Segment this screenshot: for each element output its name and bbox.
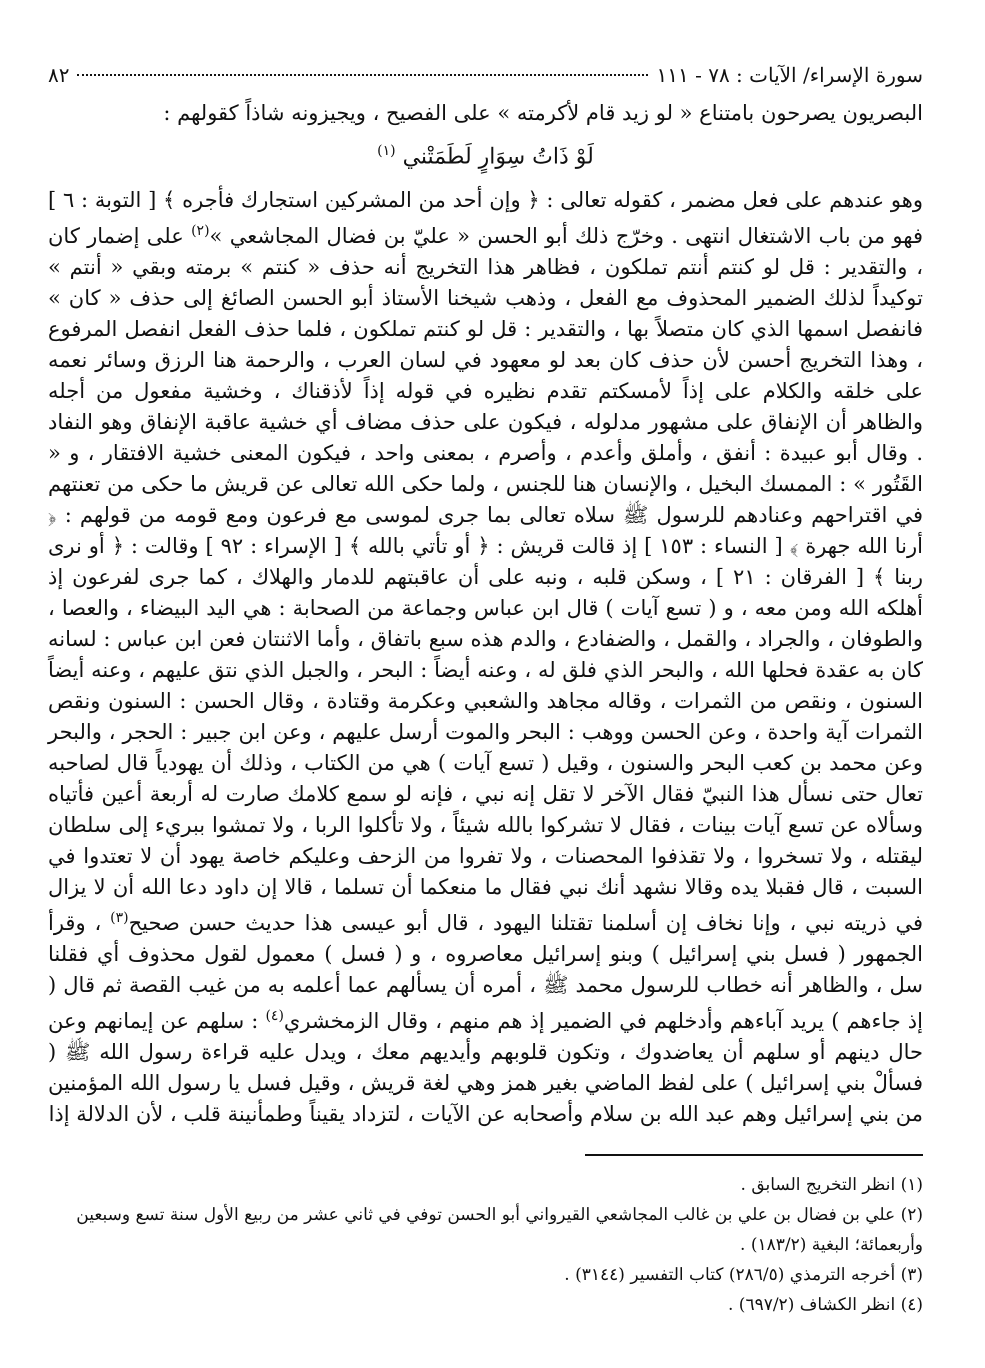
footnote-2: (٢) علي بن فضال بن علي بن غالب المجاشعي القيرواني أبو الحسن توفي في ثاني عشر من ربيع الأول سنة تسع وسبعين وأربعمائة؛ البغية (١٨٣/٢) . xyxy=(76,1205,923,1256)
poetry-verse xyxy=(48,131,923,177)
body-text-b: على إضمار كان ، والتقدير : قل لو كنتم أنتم تملكون ، فظاهر هذا التخريج أنه حذف « كنتم » برمته وبقي « أنتم » توكيداً لذلك الضمير المحذوف مع الفعل ، وذهب شيخنا الأستاذ أبو الحسن الصائغ إلى حذف « كان » فانفصل اسمها الذي كان متصلاً بها ، والتقدير : قل لو كنتم تملكون ، فلما حذف الفعل انفصل المرفوع ، وهذا التخريج أحسن لأن حذف كان بعد لو معهود في لسان العرب ، والرحمة هنا الرزق وسائر نعمه على خلقه والكلام على إذاً لأمسكتم تقدم نظيره في قوله إذاً لأذقناك ، وخشية مفعول من أجله والظاهر أن الإنفاق على مشهور مدلوله ، فيكون على حذف مضاف أي خشية عاقبة الإنفاق وهو النفاد . وقال أبو عبيدة : أنفق ، وأملق وأعدم ، وأصرم ، بمعنى واحد ، فيكون المعنى خشية الافتقار ، و « القَتُور » : الممسك البخيل ، والإنسان هنا للجنس ، ولما حكى الله تعالى عن قريش ما حكى من تعنتهم في اقتراحهم وعنادهم للرسول ﷺ سلاه تعالى بما جرى لموسى مع فرعون ومع قومه من قولهم : ﴿ أرنا الله جهرة ﴾ [ النساء : ١٥٣ ] إذ قالت قريش : ﴿ أو تأتي بالله ﴾ [ الإسراء : ٩٢ ] وقالت : ﴿ أو نرى ربنا ﴾ [ الفرقان : ٢١ ] ، وسكن قلبه ، ونبه على أن عاقبتهم للدمار والهلاك ، كما جرى لفرعون إذ أهلكه الله ومن معه ، و ( تسع آيات ) قال ابن عباس وجماعة من الصحابة : هي اليد البيضاء ، والعصا ، والطوفان ، والجراد ، والقمل ، والضفادع ، والدم هذه سبع باتفاق ، وأما الاثنتان فعن ابن عباس : لسانه كان به عقدة فحلها الله ، والبحر الذي فلق له ، وعنه أيضاً : البحر ، والجبل الذي نتق عليهم ، وعنه أيضاً السنون ، ونقص من الثمرات ، وقاله مجاهد والشعبي وعكرمة وقتادة ، وقال الحسن : السنون ونقص الثمرات آية واحدة ، وعن الحسن ووهب : البحر والموت أرسل عليهم ، وعن ابن جبير : الحجر ، والبحر وعن محمد بن كعب البحر والسنون ، وقيل ( تسع آيات ) هي من الكتاب ، وذلك أن يهودياً قال لصاحبه تعال حتى نسأل هذا النبيّ فقال الآخر لا تقل إنه نبي ، فإنه لو سمع كلامك صارت له أربعة أعين فأتياه وسألاه عن تسع آيات بينات ، فقال لا تشركوا بالله شيئاً ، ولا تأكلوا الربا ، ولا تمشوا ببريء إلى سلطان ليقتله ، ولا تسخروا ، ولا تقذفوا المحصنات ، ولا تفروا من الزحف وعليكم خاصة يهود أن لا تعتدوا في السبت ، قال فقبلا يده وقالا نشهد أنك نبي فقال ما منعكما أن تسلما ، قالا إن داود دعا الله أن لا يزال في ذريته نبي ، وإنا نخاف إن أسلمنا تقتلنا اليهود ، قال أبو عيسى هذا حديث حسن صحيح xyxy=(48,224,923,936)
page-number: ٨٢ xyxy=(48,63,70,87)
body-text-c: ، وقرأ الجمهور ( فسل بني إسرائيل ) وبنو إسرائيل معاصروه ، و ( فسل ) معمول لقول محذوف أي فقلنا سل ، والظاهر أنه خطاب للرسول محمد ﷺ ، أمره أن يسألهم عما أعلمه به من غيب القصة ثم قال ( إذ جاءهم ) يريد آباءهم وأدخلهم في الضمير إذ هم منهم ، وقال الزمخشري xyxy=(48,911,923,1034)
footnote-4: (٤) انظر الكشاف (٦٩٧/٢) . xyxy=(727,1295,923,1316)
main-text xyxy=(48,98,923,1130)
footnote-1: (١) انظر التخريج السابق . xyxy=(740,1175,923,1196)
footnotes xyxy=(48,1170,923,1320)
dotted-leader xyxy=(77,74,648,76)
footnote-ref-1: (١) xyxy=(377,143,396,159)
body-paragraph xyxy=(48,185,923,1130)
footnote-3: (٣) أخرجه الترمذي (٢٨٦/٥) كتاب التفسير (٣١٤٤) . xyxy=(564,1265,923,1286)
running-title: سورة الإسراء/ الآيات : ٧٨ - ١١١ xyxy=(656,63,923,87)
body-text-a: وهو عندهم على فعل مضمر ، كقوله تعالى : ﴿ وإن أحد من المشركين استجارك فأجره ﴾ [ التوبة : ٦ ] فهو من باب الاشتغال انتهى . وخرّج ذلك أبو الحسن « عليّ بن فضال المجاشعي » xyxy=(48,188,923,249)
page-header xyxy=(48,62,923,94)
footnote-ref-3: (٣) xyxy=(110,910,129,927)
footnote-divider xyxy=(585,1154,923,1156)
body-text-d: : سلهم عن إيمانهم وعن حال دينهم أو سلهم أن يعاضدوك ، وتكون قلوبهم وأيديهم معك ، ويدل عليه قراءة رسول الله ﷺ ( فسألْ بني إسرائيل ) على لفظ الماضي بغير همز وهي لغة قريش ، وقيل فسل يا رسول الله المؤمنين من بني إسرائيل وهم عبد الله بن سلام وأصحابه عن الآيات ، لتزداد يقيناً وطمأنينة قلب ، لأن الدلالة إذا xyxy=(48,1009,923,1127)
intro-paragraph: البصريون يصرحون بامتناع « لو زيد قام لأكرمته » على الفصيح ، ويجيزونه شاذاً كقولهم : xyxy=(163,101,923,125)
footnote-ref-2: (٢) xyxy=(191,223,210,240)
verse-text: لَوْ ذَاتُ سِوَارٍ لَطَمَتْني xyxy=(402,144,594,170)
footnote-ref-4: (٤) xyxy=(265,1008,284,1025)
